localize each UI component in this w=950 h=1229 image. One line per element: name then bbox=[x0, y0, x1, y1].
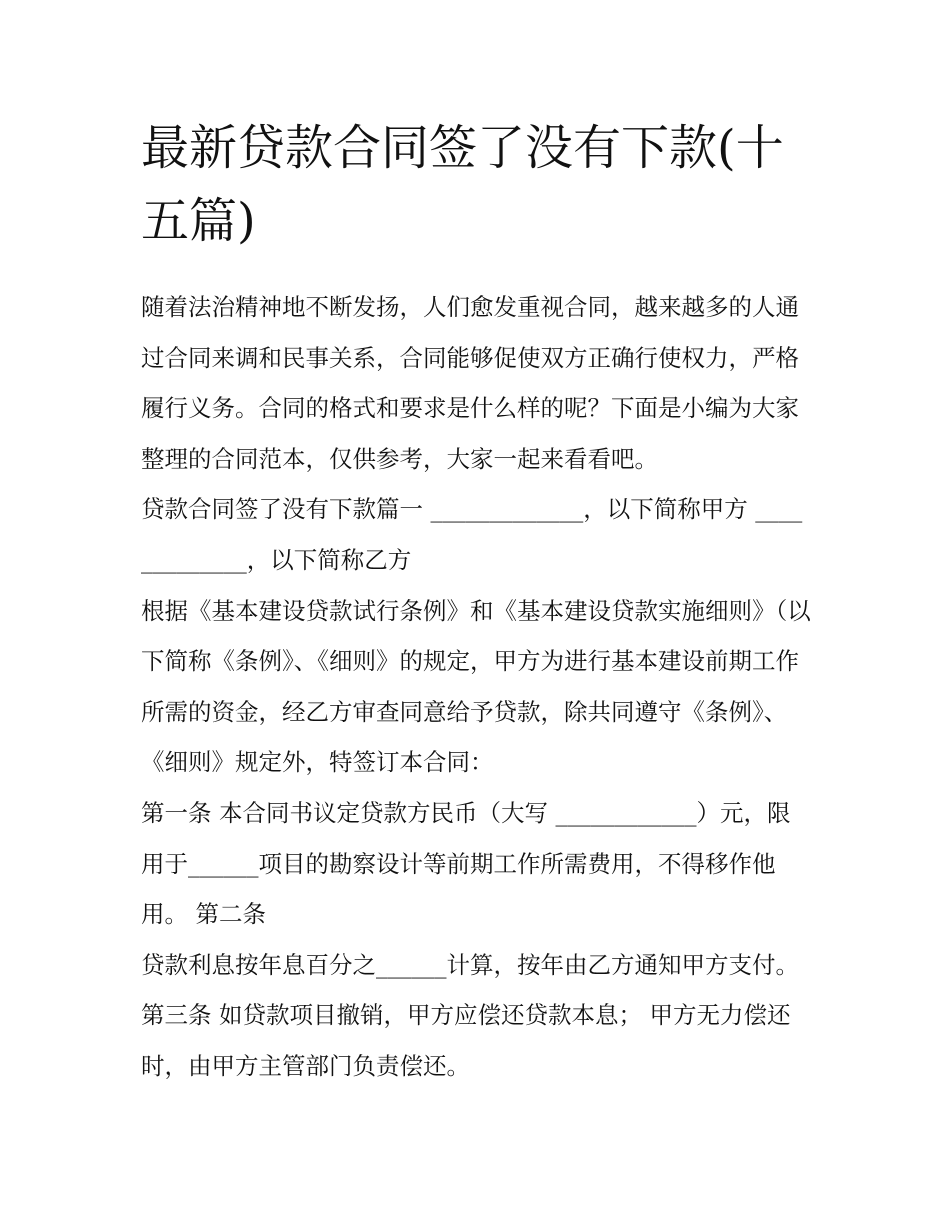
document-body bbox=[141, 112, 813, 1092]
preamble-paragraph: 根据《基本建设贷款试行条例》和《基本建设贷款实施细则》（以下简称《条例》、《细则》的规定，甲方为进行基本建设前期工作所需的资金，经乙方审查同意给予贷款，除共同遵守《条例》、《细则》规定外，特签订本合同： bbox=[141, 596, 811, 777]
parties-paragraph: 贷款合同签了没有下款篇一 _____________，以下简称甲方 _____________，以下简称乙方 bbox=[141, 495, 803, 574]
article-two-three-paragraph: 贷款利息按年息百分之______计算，按年由乙方通知甲方支付。 第三条 如贷款项目撤销，甲方应偿还贷款本息； 甲方无力偿还时，由甲方主管部门负责偿还。 bbox=[141, 950, 807, 1080]
document-title: 最新贷款合同签了没有下款(十五篇) bbox=[141, 120, 784, 249]
intro-paragraph: 随着法治精神地不断发扬，人们愈发重视合同，越来越多的人通过合同来调和民事关系，合同能够促使双方正确行使权力，严格履行义务。合同的格式和要求是什么样的呢？下面是小编为大家整理的合同范本，仅供参考，大家一起来看看吧。 bbox=[141, 293, 799, 473]
article-one-paragraph: 第一条 本合同书议定贷款方民币（大写 ____________）元，限用于______项目的勘察设计等前期工作所需费用，不得移作他用。 第二条 bbox=[141, 798, 791, 929]
